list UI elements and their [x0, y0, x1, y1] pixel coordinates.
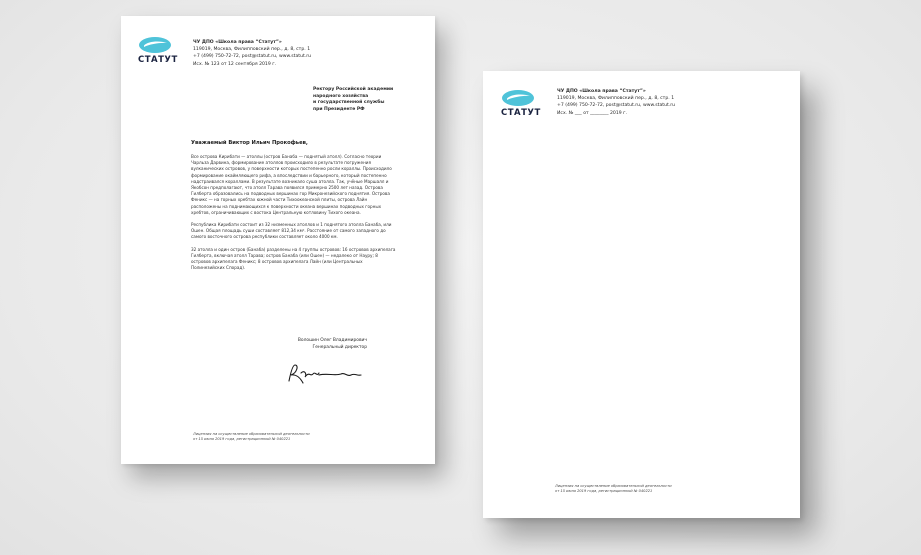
org-address: 119019, Москва, Филипповский пер., д. 8, стр. 1 [193, 47, 311, 53]
recipient-line: при Президенте РФ [313, 106, 365, 112]
license-line: Лицензия на осуществление образовательной деятельности [193, 432, 310, 436]
org-name: ЧУ ДПО «Школа права “Статут”» [557, 89, 646, 94]
signer-title: Генеральный директор [312, 345, 367, 350]
license-line: от 15 июля 2019 года, регистрационный № 040221 [555, 489, 653, 494]
license-line: от 15 июля 2019 года, регистрационный № 040221 [193, 437, 291, 442]
statut-logo-mark-icon [501, 89, 535, 107]
statut-wordmark: СТАТУТ [501, 108, 541, 118]
handwritten-signature-icon [283, 361, 363, 387]
statut-logo [501, 89, 541, 118]
org-details [557, 88, 757, 117]
statut-logo-mark-icon [138, 36, 172, 54]
letter-body [191, 154, 397, 277]
org-contacts: +7 (499) 750-72-72, post@statut.ru, www.statut.ru [193, 54, 312, 60]
recipient-line: народного хозяйства [313, 93, 369, 99]
org-contacts: +7 (499) 750-72-72, post@statut.ru, www.statut.ru [557, 103, 676, 109]
recipient-line: Ректору Российской академии [313, 87, 394, 92]
license-note [193, 432, 353, 442]
body-paragraph: Республика Кирибати состоит из 32 низменных атоллов и 1 поднятого атолла Банаба, или Ошен. Общая площадь суши составляет 812,34 км². Расстояние от самого западного до самого восточного острова республики составляет около 4000 км. [191, 222, 392, 240]
letterhead-blank-sheet [483, 71, 800, 518]
license-note [555, 484, 715, 494]
statut-wordmark: СТАТУТ [138, 55, 178, 65]
body-paragraph: 32 атолла и один остров (Банаба) разделены на 4 группы островов: 16 островов архипелага Гилберта, включая атолл Тарава; остров Банаба (или Ошен) — недалеко от Науру; 8 островов архипелага Феникс; 8 островов архипелага Лайн (или Центральных Полинезийских Спорад). [191, 246, 396, 271]
license-line: Лицензия на осуществление образовательной деятельности [555, 484, 672, 488]
recipient-line: и государственной службы [313, 100, 385, 106]
signer-block [281, 337, 367, 351]
body-paragraph: Все острова Кирибати — атоллы (остров Банаба — поднятый атолл). Согласно теории Чарльза Дарвина, формирование атоллов происходило в результате погружения вулканических островов, у поверхности которых постепенно росли кораллы. Происходило формирование окаймляющего рифа, а впоследствии и барьерного, который постепенно надстраивался кораллами. В результате возникало суша атолла. Так, учёные Маршалл и Якобсон предполагают, что атолл Тарава появился примерно 2500 лет назад. Острова Гилберта образовались на подводных вершинах гор Микронезийского поднятия. Острова Феникс — на горных хребтах южной части Тихоокеанской плиты, острова Лайн расположены на поднимающихся к поверхности океана вершинах подводных горных хребтов, ограничивающих с востока Центральную котловину Тихого океана. [191, 154, 392, 215]
outgoing-ref: Исх. № 123 от 12 сентября 2019 г. [193, 61, 277, 67]
outgoing-ref: Исх. № ___ от ________ 2019 г. [557, 110, 627, 116]
org-address: 119019, Москва, Филипповский пер., д. 8, стр. 1 [557, 96, 675, 102]
salutation: Уважаемый Виктор Ильич Прокофьев, [191, 140, 308, 146]
letterhead-filled-sheet [121, 16, 435, 464]
org-name: ЧУ ДПО «Школа права “Статут”» [193, 40, 282, 45]
recipient-block [313, 87, 413, 113]
signer-name: Волошин Олег Владимирович [297, 338, 367, 343]
org-details [193, 39, 393, 68]
statut-logo [138, 36, 178, 65]
